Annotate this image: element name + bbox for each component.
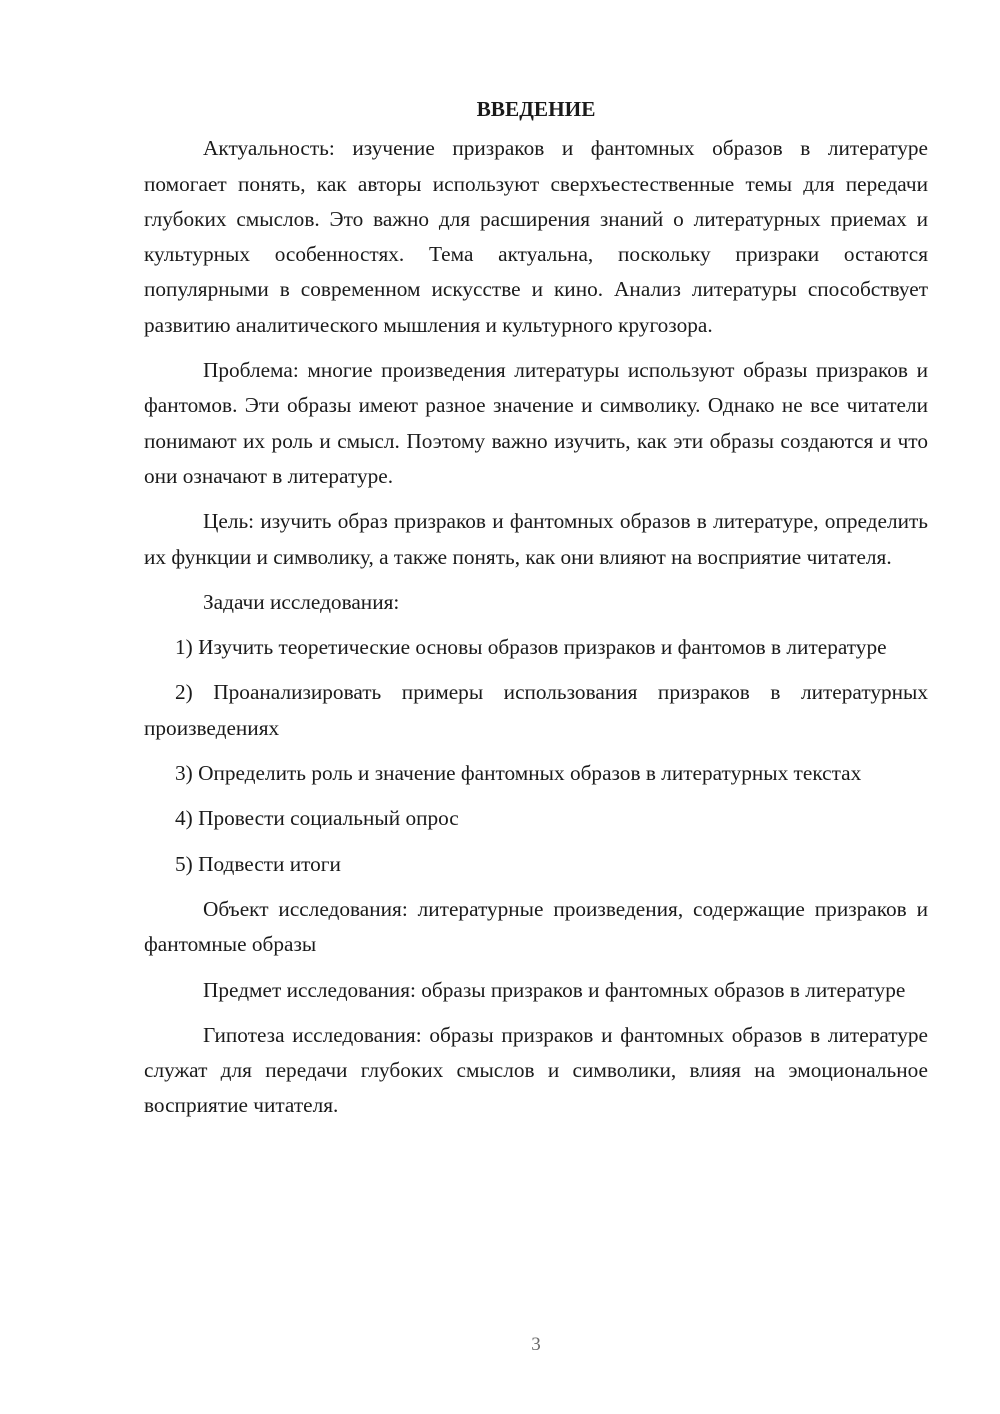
list-item: 4) Провести социальный опрос	[175, 806, 459, 831]
document-body	[144, 92, 928, 1134]
paragraph-relevance: Актуальность: изучение призраков и фантомных образов в литературе помогает понять, как авторы используют сверхъестественные темы для передачи глубоких смыслов. Это важно для расширения знаний о литературных приемах и культурных особенностях. Тема актуальна, поскольку призраки остаются популярными в современном искусстве и кино. Анализ литературы способствует развитию аналитического мышления и культурного кругозора.	[144, 136, 928, 337]
paragraph-tasks-heading: Задачи исследования:	[203, 589, 400, 614]
page-number: 3	[531, 1334, 541, 1355]
paragraph-goal: Цель: изучить образ призраков и фантомных образов в литературе, определить их функции и символику, а также понять, как они влияют на восприятие читателя.	[144, 509, 928, 569]
list-item: 5) Подвести итоги	[175, 851, 341, 876]
list-item: 3) Определить роль и значение фантомных образов в литературных текстах	[175, 761, 862, 786]
paragraph-subject: Предмет исследования: образы призраков и фантомных образов в литературе	[203, 977, 906, 1002]
page-title: ВВЕДЕНИЕ	[476, 97, 596, 121]
list-item: 2) Проанализировать примеры использования призраков в литературных произведениях	[144, 680, 928, 740]
list-item: 1) Изучить теоретические основы образов призраков и фантомов в литературе	[175, 635, 887, 660]
paragraph-hypothesis: Гипотеза исследования: образы призраков и фантомных образов в литературе служат для передачи глубоких смыслов и символики, влияя на эмоциональное восприятие читателя.	[144, 1022, 928, 1118]
paragraph-object: Объект исследования: литературные произведения, содержащие призраков и фантомные образы	[144, 896, 928, 957]
paragraph-problem: Проблема: многие произведения литературы используют образы призраков и фантомов. Эти образы имеют разное значение и символику. Однако не все читатели понимают их роль и смысл. Поэтому важно изучить, как эти образы создаются и что они означают в литературе.	[144, 358, 928, 488]
